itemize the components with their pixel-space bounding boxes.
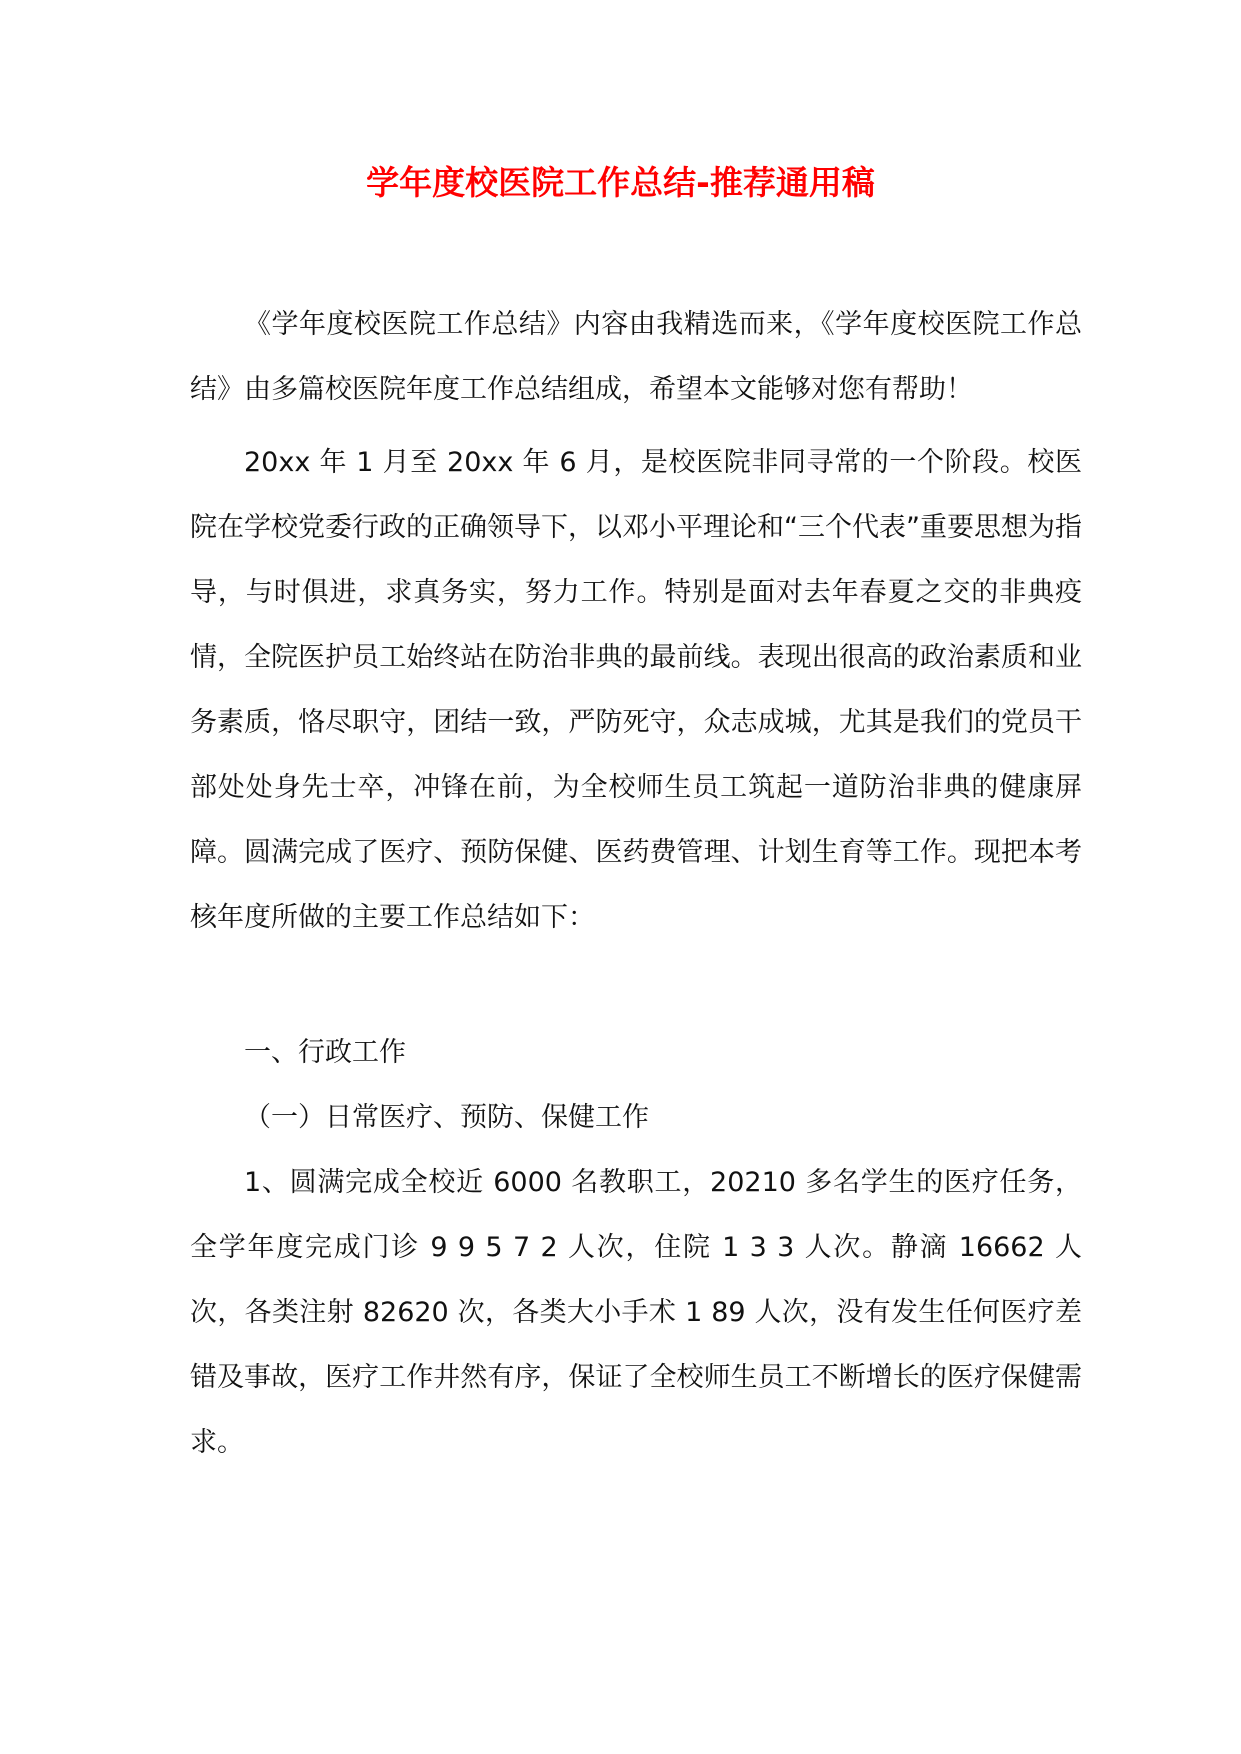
intro-paragraph: 《学年度校医院工作总结》内容由我精选而来，《学年度校医院工作总结》由多篇校医院年度工作总结组成，希望本文能够对您有帮助！ bbox=[190, 309, 1082, 405]
summary-paragraph: 20xx 年 1 月至 20xx 年 6 月，是校医院非同寻常的一个阶段。校医院在学校党委行政的正确领导下，以邓小平理论和“三个代表”重要思想为指导，与时俱进，求真务实，努力工作。特别是面对去年春夏之交的非典疫情，全院医护员工始终站在防治非典的最前线。表现出很高的政治素质和业务素质，恪尽职守，团结一致，严防死守，众志成城，尤其是我们的党员干部处处身先士卒，冲锋在前，为全校师生员工筑起一道防治非典的健康屏障。圆满完成了医疗、预防保健、医药费管理、计划生育等工作。现把本考核年度所做的主要工作总结如下： bbox=[190, 447, 1082, 933]
document-body bbox=[190, 292, 1082, 1475]
spacer bbox=[190, 422, 1082, 430]
subsection-heading: （一）日常医疗、预防、保健工作 bbox=[244, 1102, 649, 1133]
item-paragraph: 1、圆满完成全校近 6000 名教职工，20210 多名学生的医疗任务，全学年度完成门诊 9 9 5 7 2 人次，住院 1 3 3 人次。静滴 16662 人次，各类注射 82620 次，各类大小手术 1 89 人次，没有发生任何医疗差错及事故，医疗工作井然有序，保证了全校师生员工不断增长的医疗保健需求。 bbox=[190, 1167, 1082, 1458]
section-heading: 一、行政工作 bbox=[244, 1037, 406, 1068]
spacer bbox=[190, 950, 1082, 1020]
document-title: 学年度校医院工作总结-推荐通用稿 bbox=[366, 163, 875, 202]
